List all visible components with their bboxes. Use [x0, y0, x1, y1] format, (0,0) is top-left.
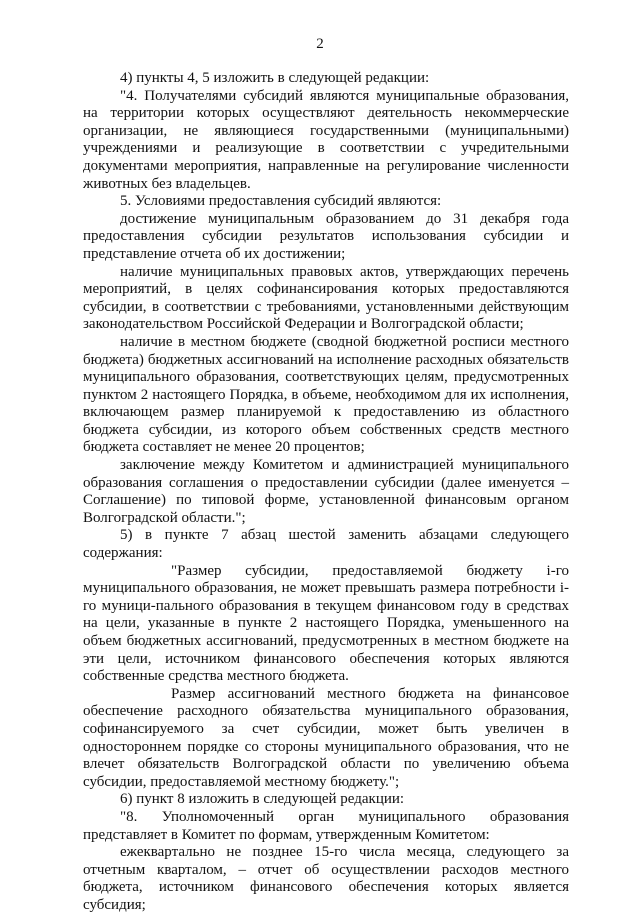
paragraph-allocation-size: Размер ассигнований местного бюджета на финансовое обеспечение расходного обязательства муниципального образования, софинансируемого за счет субсидии, может быть увеличен в одностороннем порядке со стороны муниципального образования, что не влечет обязательств Волгоградской области по увеличению объема субсидии, предоставляемой местному бюджету.";: [83, 685, 569, 790]
paragraph-quarterly-report: ежеквартально не позднее 15-го числа месяца, следующего за отчетным кварталом, – отчет об осуществлении расходов местного бюджета, источником финансового обеспечения которых является субсидия;: [83, 844, 569, 913]
paragraph-condition-results: достижение муниципальным образованием до 31 декабря года предоставления субсидии результатов использования субсидии и представление отчета об их достижении;: [83, 210, 569, 262]
page-number: 2: [316, 36, 324, 52]
paragraph-condition-agreement: заключение между Комитетом и администрацией муниципального образования соглашения о предоставлении субсидии (далее именуется – Соглашение) по типовой форме, установленной финансовым органом Волгоградской области.";: [83, 457, 569, 526]
paragraph-item-7-intro: 5) в пункте 7 абзац шестой заменить абзацами следующего содержания:: [83, 527, 569, 562]
paragraph-condition-legal-acts: наличие муниципальных правовых актов, утверждающих перечень мероприятий, в целях софинансирования которых предоставляются субсидии, в соответствии с требованиями, установленными действующим законодательством Российской Федерации и Волгоградской области;: [83, 263, 569, 333]
paragraph-conditions-heading: 5. Условиями предоставления субсидий являются:: [120, 193, 442, 210]
paragraph-item-4-5-intro: 4) пункты 4, 5 изложить в следующей редакции:: [120, 70, 430, 86]
paragraph-subsidy-size: "Размер субсидии, предоставляемой бюджету i-го муниципального образования, не может превышать размера потребности i-го муници-пального образования в текущем финансовом году в средствах на цели, указанные в пункте 2 настоящего Порядка, уменьшенного на объем бюджетных ассигнований, предусмотренных в местном бюджете на эти цели, источником финансового обеспечения которых являются собственные средства местного бюджета.: [83, 562, 569, 685]
paragraph-condition-budget: наличие в местном бюджете (сводной бюджетной росписи местного бюджета) бюджетных ассигнований на исполнение расходных обязательств муниципального образования, соответствующих целям, предусмотренных пунктом 2 настоящего Порядка, в объеме, необходимом для их исполнения, включающем размер планируемой к предоставлению из областного бюджета субсидии, из которого объем собственных средств местного бюджета составляет не менее 20 процентов;: [83, 333, 569, 456]
document-body: [83, 70, 569, 915]
paragraph-item-8-intro: 6) пункт 8 изложить в следующей редакции:: [120, 791, 405, 808]
paragraph-authorized-body: "8. Уполномоченный орган муниципального образования представляет в Комитет по формам, утвержденным Комитетом:: [83, 808, 569, 843]
paragraph-recipients: "4. Получателями субсидий являются муниципальные образования, на территории которых осуществляют деятельность некоммерческие организации, не являющиеся государственными (муниципальными) учреждениями и реализующие в соответствии с учредительными документами мероприятия, направленные на регулирование численности животных без владельцев.: [83, 87, 569, 192]
